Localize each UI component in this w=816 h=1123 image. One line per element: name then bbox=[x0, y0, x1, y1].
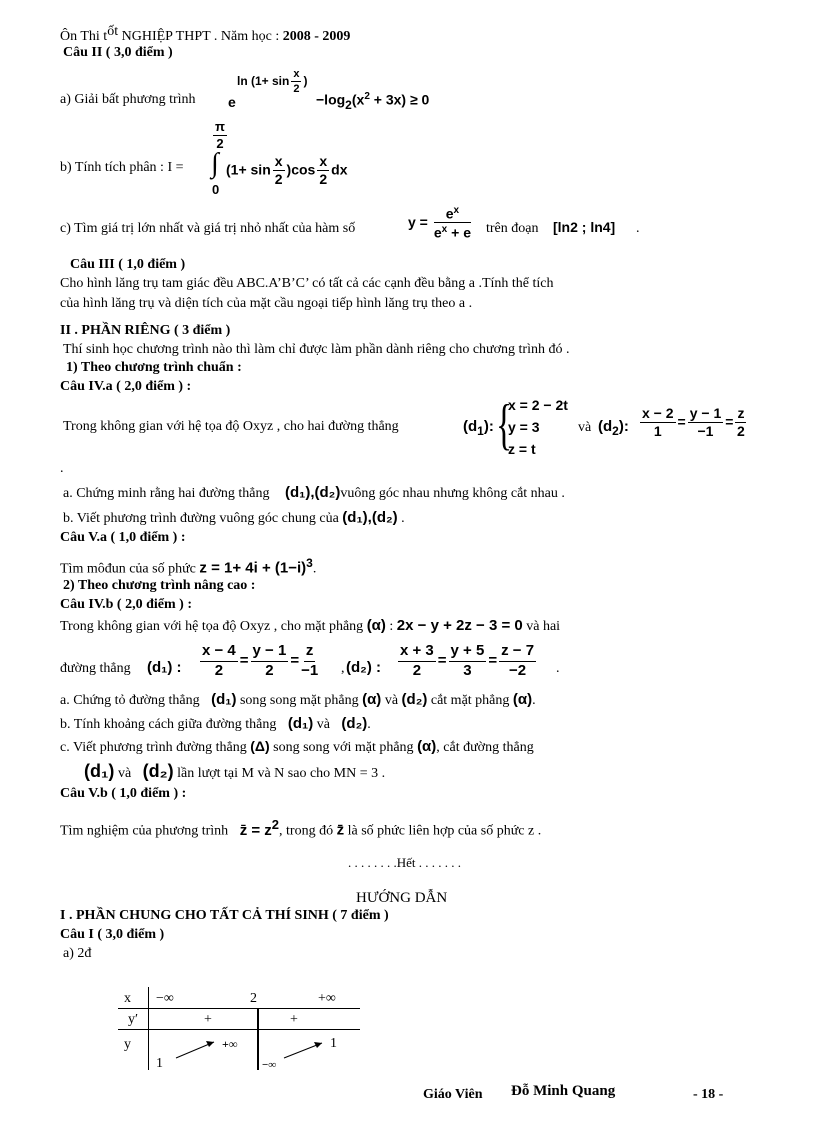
q4a-a-text1: a. Chứng minh rằng hai đường thẳng bbox=[63, 486, 270, 501]
q5b-zbar: z̄ bbox=[336, 821, 345, 839]
prog1-heading: 1) Theo chương trình chuẩn : bbox=[66, 360, 242, 375]
q4b-b-d1: (d₁) bbox=[287, 715, 314, 732]
guide-a: a) 2đ bbox=[63, 946, 92, 961]
q4b-d1-label: (d₁) : bbox=[147, 659, 182, 676]
q3-line2: của hình lăng trụ và diện tích của mặt cầu ngoại tiếp hình lăng trụ theo a . bbox=[60, 296, 473, 311]
q2b-body-3: dx bbox=[331, 161, 348, 178]
q4b-d1f3-den: −1 bbox=[301, 661, 319, 679]
q5b-t3: là số phức liên hợp của số phức z . bbox=[347, 823, 542, 839]
q4b-b-t2: và bbox=[316, 717, 330, 732]
q4b-a-d2: (d₂) bbox=[401, 691, 428, 708]
header-title-d: GHIỆP bbox=[131, 29, 173, 44]
q5b-sup: 2 bbox=[271, 817, 280, 832]
q4a-a-math: (d₁),(d₂) bbox=[285, 484, 341, 501]
q4b-d1f1-den: 2 bbox=[214, 661, 224, 679]
q2a-e: e bbox=[228, 94, 236, 110]
header-title-b: ốt bbox=[107, 24, 119, 39]
q4b-b-d2: (d₂) bbox=[341, 715, 368, 732]
q4b-d1f3-num: z bbox=[304, 643, 316, 662]
q4a-f2-den: −1 bbox=[697, 423, 714, 440]
guide-part1: I . PHẦN CHUNG CHO TẤT CẢ THÍ SINH ( 7 điểm ) bbox=[60, 908, 389, 923]
q4a-eq2: = bbox=[725, 413, 734, 430]
q4b-c-delta: (Δ) bbox=[250, 738, 270, 754]
q4a-text: Trong không gian với hệ tọa độ Oxyz , cho hai đường thẳng bbox=[63, 419, 399, 434]
q2a-label: a) Giải bất phương trình bbox=[60, 92, 196, 107]
q4b-c-t4: và bbox=[117, 766, 132, 781]
q4b-a-t1: a. Chứng tỏ đường thẳng bbox=[60, 693, 200, 708]
q4b-d1f2-den: 2 bbox=[265, 661, 274, 679]
q4a-system-brace: { bbox=[496, 394, 513, 456]
q2c-label: c) Tìm giá trị lớn nhất và giá trị nhỏ nhất của hàm số bbox=[60, 221, 356, 236]
guide-title: HƯỚNG DẪN bbox=[356, 890, 448, 906]
q2a-exp-den: 2 bbox=[293, 83, 300, 96]
q4b-c-d1: (d₁) bbox=[84, 761, 115, 781]
q4b-comma: , bbox=[341, 661, 345, 676]
q4b-d2f2-den: 3 bbox=[463, 661, 472, 679]
q4a-dot: . bbox=[60, 461, 64, 476]
q4a-d2-close: ): bbox=[618, 418, 629, 435]
prog2-heading: 2) Theo chương trình nâng cao : bbox=[63, 578, 256, 593]
vt-y-1: 1 bbox=[156, 1056, 163, 1071]
q5a-end: . bbox=[312, 561, 317, 577]
vt-y-label: y bbox=[124, 1037, 131, 1052]
q2c-num-e: e bbox=[445, 205, 454, 222]
vt-x-neg-inf: −∞ bbox=[156, 991, 174, 1006]
q4b-alpha: (α) bbox=[366, 617, 386, 634]
q4a-b-math: (d₁),(d₂) bbox=[342, 509, 398, 526]
q4b-c-d2: (d₂) bbox=[142, 761, 174, 781]
header-title-a: Ôn Thi t bbox=[60, 29, 108, 44]
q2c-y: y = bbox=[408, 213, 428, 230]
q4a-sys-line3: z = t bbox=[508, 441, 536, 457]
q5a-math: z = 1+ 4i + (1−i) bbox=[199, 559, 307, 577]
q4a-d2-sub: 2 bbox=[612, 424, 619, 438]
q2c-range-pre: trên đoạn bbox=[486, 221, 539, 236]
q2b-frac2-den: 2 bbox=[319, 171, 328, 188]
q2b-body-2: )cos bbox=[286, 161, 316, 178]
q2a-paren: (x bbox=[351, 91, 365, 108]
q5a-sup: 3 bbox=[306, 556, 313, 570]
q4b-a-dot: . bbox=[532, 693, 536, 708]
q4b-a-alpha1: (α) bbox=[362, 691, 382, 708]
q4a-d1-open: (d bbox=[463, 418, 478, 435]
q2c-num-sup: x bbox=[453, 205, 460, 216]
q2b-frac1-den: 2 bbox=[274, 171, 283, 188]
q4a-and: và bbox=[578, 420, 592, 435]
q3-line1: Cho hình lăng trụ tam giác đều ABC.A’B’C’ có tất cả các cạnh đều bằng a .Tính thể tích bbox=[60, 276, 554, 291]
q2b-frac1-num: x bbox=[273, 154, 285, 171]
q4b-d2f3-num: z − 7 bbox=[499, 643, 536, 662]
q4a-f3-den: 2 bbox=[737, 423, 745, 440]
vt-arrowhead-1 bbox=[206, 1041, 214, 1047]
part2-heading: II . PHẦN RIÊNG ( 3 điểm ) bbox=[60, 323, 231, 338]
q4a-a-text2: vuông góc nhau nhưng không cắt nhau . bbox=[340, 486, 565, 501]
q2c-den-e: e bbox=[433, 224, 442, 241]
footer-teacher-label: Giáo Viên bbox=[423, 1087, 483, 1102]
q4b-d2f1-num: x + 3 bbox=[398, 643, 436, 662]
q4a-d2-open: (d bbox=[598, 418, 613, 435]
guide-q1: Câu I ( 3,0 điểm ) bbox=[60, 927, 165, 942]
q4a-f1-den: 1 bbox=[653, 423, 662, 440]
q2a-sup: 2 bbox=[364, 91, 370, 102]
q4a-sys-line1: x = 2 − 2t bbox=[508, 397, 568, 413]
q4b-plane: 2x − y + 2z − 3 = 0 bbox=[396, 617, 523, 634]
q4b-c-t1: c. Viết phương trình đường thẳng bbox=[60, 740, 247, 755]
q4a-eq1: = bbox=[677, 413, 686, 430]
q5a-text: Tìm môđun của số phức bbox=[60, 561, 196, 577]
q4a-heading: Câu IV.a ( 2,0 điểm ) : bbox=[60, 379, 192, 394]
footer-page-number: - 18 - bbox=[693, 1087, 724, 1102]
q4b-c-t2: song song với mặt phẳng bbox=[273, 740, 414, 755]
q4b-b-t1: b. Tính khoảng cách giữa đường thẳng bbox=[60, 717, 277, 732]
q4b-d2f2-num: y + 5 bbox=[449, 643, 487, 662]
q4a-d1-close: ): bbox=[483, 418, 494, 435]
q4b-a-d1: (d₁) bbox=[211, 691, 237, 708]
q2c-den-rest: + e bbox=[447, 224, 471, 241]
vt-y-neg-inf: −∞ bbox=[262, 1059, 277, 1071]
footer-teacher-name: Đỗ Minh Quang bbox=[511, 1083, 616, 1099]
part2-intro: Thí sinh học chương trình nào thì làm chỉ được làm phần dành riêng cho chương trình đó . bbox=[63, 342, 570, 357]
q3-heading: Câu III ( 1,0 điểm ) bbox=[70, 257, 186, 272]
q2b-frac2-num: x bbox=[317, 154, 329, 171]
vt-x-label: x bbox=[124, 991, 131, 1006]
vt-y-1b: 1 bbox=[330, 1036, 337, 1051]
end-marker: . . . . . . . .Hết . . . . . . . bbox=[348, 855, 462, 870]
q4b-line1-end: và hai bbox=[526, 619, 561, 634]
header-year: 2008 - 2009 bbox=[282, 29, 351, 44]
header-title-e: THPT . Năm học : bbox=[172, 29, 283, 44]
q2c-end: . bbox=[636, 221, 640, 236]
q4a-f1-num: x − 2 bbox=[640, 406, 676, 423]
q4b-d1f1-num: x − 4 bbox=[200, 643, 238, 662]
q4b-d1-eq2: = bbox=[290, 651, 300, 669]
q4b-d2-label: (d₂) : bbox=[346, 659, 381, 676]
q5b-t2: , trong đó bbox=[279, 823, 334, 839]
q4b-a-alpha2: (α) bbox=[512, 691, 533, 708]
q2b-lower-limit: 0 bbox=[212, 182, 220, 197]
q5b-math: z̄ = z bbox=[239, 821, 272, 839]
q2b-body-1: (1+ sin bbox=[226, 161, 271, 178]
q4b-d2f3-den: −2 bbox=[509, 661, 527, 679]
q2c-range: [ln2 ; ln4] bbox=[553, 219, 616, 235]
q2-heading: Câu II ( 3,0 điểm ) bbox=[63, 45, 173, 60]
q2b-upper-num: π bbox=[213, 120, 227, 136]
q2a-exp-num: x bbox=[291, 68, 301, 82]
q2b-upper-den: 2 bbox=[216, 136, 224, 152]
q2b-integral-sign: ∫ bbox=[211, 148, 219, 179]
q5b-heading: Câu V.b ( 1,0 điểm ) : bbox=[60, 786, 187, 801]
q4b-a-t2: song song mặt phẳng bbox=[239, 693, 359, 708]
q4b-line2-dot: . bbox=[556, 661, 560, 676]
q4a-f3-num: z bbox=[735, 406, 746, 423]
q4b-line2-label: đường thẳng bbox=[60, 661, 131, 676]
vt-arrowhead-2 bbox=[314, 1042, 322, 1048]
q2c-den-sup: x bbox=[441, 224, 448, 236]
q4b-d1-eq1: = bbox=[239, 651, 249, 669]
q4b-d1-name: (d₁) bbox=[147, 659, 173, 676]
q4b-d2f1-den: 2 bbox=[412, 661, 422, 679]
q2b-label: b) Tính tích phân : I = bbox=[60, 160, 184, 175]
q2a-exp-text: ln (1+ sin bbox=[237, 73, 290, 88]
q4b-c-t3: , cắt đường thẳng bbox=[436, 740, 534, 755]
q5a-heading: Câu V.a ( 1,0 điểm ) : bbox=[60, 530, 186, 545]
q4b-line1-text: Trong không gian với hệ tọa độ Oxyz , cho mặt phẳng bbox=[60, 619, 364, 634]
q4b-b-dot: . bbox=[367, 717, 371, 732]
q4b-d2-name: (d₂) bbox=[346, 659, 372, 676]
q4a-d1-sub: 1 bbox=[477, 424, 484, 438]
q4b-d2-eq1: = bbox=[437, 651, 447, 669]
q5b-t1: Tìm nghiệm của phương trình bbox=[60, 823, 229, 839]
q4a-sys-line2: y = 3 bbox=[508, 419, 540, 435]
q4a-b-text1: b. Viết phương trình đường vuông góc chung của bbox=[63, 511, 339, 526]
q4b-c-alpha: (α) bbox=[417, 738, 437, 755]
q4b-heading: Câu IV.b ( 2,0 điểm ) : bbox=[60, 597, 192, 612]
q4b-a-t4: cắt mặt phẳng bbox=[430, 693, 510, 708]
vt-x-pos-inf: +∞ bbox=[318, 991, 336, 1006]
vt-yp-2: + bbox=[290, 1012, 298, 1027]
q2a-log: −log bbox=[316, 91, 346, 108]
q4b-c-t5: lần lượt tại M và N sao cho MN = 3 . bbox=[177, 766, 386, 781]
vt-yp-1: + bbox=[204, 1012, 212, 1027]
q4a-b-text2: . bbox=[401, 511, 405, 526]
q2a-log-base: 2 bbox=[345, 97, 352, 112]
q4a-f2-num: y − 1 bbox=[688, 406, 724, 423]
vt-y-pos-inf: +∞ bbox=[222, 1037, 238, 1051]
vt-x-2: 2 bbox=[250, 991, 257, 1006]
vt-yp-label: y′ bbox=[128, 1012, 139, 1027]
q2a-rest-end: + 3x) ≥ 0 bbox=[369, 91, 430, 108]
q4b-a-t3: và bbox=[384, 693, 399, 708]
q4b-d1f2-num: y − 1 bbox=[251, 643, 289, 662]
q4b-d2-eq2: = bbox=[488, 651, 498, 669]
q2a-exp-close: ) bbox=[303, 73, 308, 88]
q4b-colon: : bbox=[389, 619, 394, 634]
header-title-c: N bbox=[118, 29, 132, 44]
